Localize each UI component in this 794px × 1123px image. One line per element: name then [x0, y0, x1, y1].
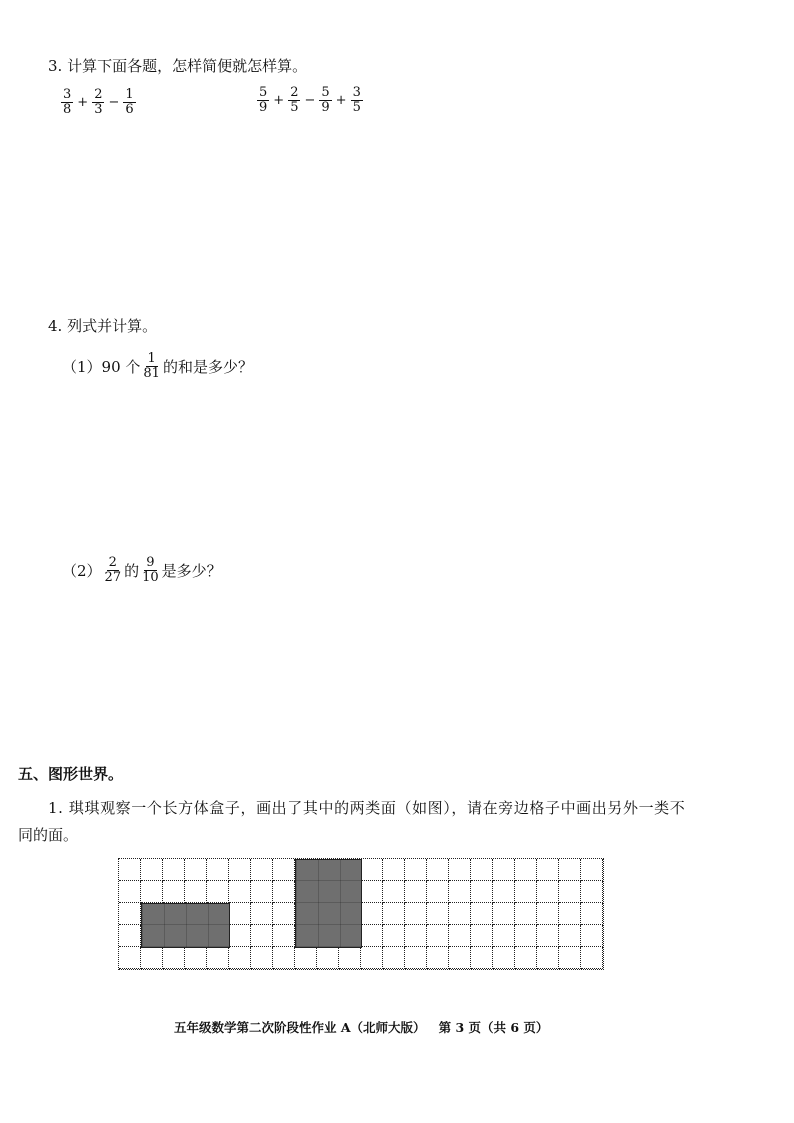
fraction: $\frac{2}{27}$ — [104, 555, 122, 585]
grid-cell[interactable] — [581, 903, 603, 925]
grid-cell[interactable] — [449, 881, 471, 903]
q3-expression-1 — [60, 88, 137, 117]
grid-cell[interactable] — [361, 859, 383, 881]
grid-cell[interactable] — [141, 859, 163, 881]
grid-cell[interactable] — [207, 881, 229, 903]
grid-cell[interactable] — [163, 881, 185, 903]
grid-cell[interactable] — [449, 903, 471, 925]
q4-part-1 — [62, 352, 253, 381]
q4-part-1-prefix: （1）90 个 — [62, 357, 141, 376]
grid-cell[interactable] — [471, 925, 493, 947]
grid-cell[interactable] — [383, 925, 405, 947]
grid-cell[interactable] — [251, 947, 273, 969]
grid-cell[interactable] — [361, 925, 383, 947]
fraction: $\frac{1}{6}$ — [125, 87, 134, 117]
shaded-face-rectangle-horizontal — [141, 903, 230, 948]
grid-cell[interactable] — [581, 925, 603, 947]
grid-cell[interactable] — [251, 925, 273, 947]
grid-cell[interactable] — [449, 925, 471, 947]
grid-cell[interactable] — [471, 947, 493, 969]
operator: − — [304, 93, 316, 108]
grid-cell[interactable] — [515, 859, 537, 881]
grid-cell[interactable] — [493, 947, 515, 969]
grid-cell[interactable] — [471, 881, 493, 903]
grid-cell[interactable] — [581, 947, 603, 969]
grid-cell[interactable] — [185, 881, 207, 903]
grid-cell[interactable] — [207, 947, 229, 969]
q4-part-1-suffix: 的和是多少？ — [162, 357, 253, 376]
q4-part-2 — [62, 556, 222, 585]
grid-cell[interactable] — [383, 859, 405, 881]
grid-cell[interactable] — [339, 947, 361, 969]
fraction: $\frac{2}{5}$ — [290, 85, 299, 115]
grid-cell[interactable] — [317, 947, 339, 969]
page-footer: 五年级数学第二次阶段性作业 A（北师大版） 第 3 页（共 6 页） — [174, 1020, 549, 1035]
grid-cell[interactable] — [383, 881, 405, 903]
grid-cell[interactable] — [471, 903, 493, 925]
grid-cell[interactable] — [559, 903, 581, 925]
shaded-face-rectangle-vertical — [295, 859, 362, 948]
grid-cell[interactable] — [581, 859, 603, 881]
grid-cell[interactable] — [273, 903, 295, 925]
grid-cell[interactable] — [427, 925, 449, 947]
grid-cell[interactable] — [559, 925, 581, 947]
grid-cell[interactable] — [515, 925, 537, 947]
grid-cell[interactable] — [141, 947, 163, 969]
grid-cell[interactable] — [493, 859, 515, 881]
fraction: $\frac{3}{5}$ — [352, 85, 361, 115]
grid-cell[interactable] — [537, 947, 559, 969]
grid-cell[interactable] — [515, 947, 537, 969]
q3-title: 3. 计算下面各题，怎样简便就怎样算。 — [48, 57, 308, 75]
grid-cell[interactable] — [559, 859, 581, 881]
grid-cell[interactable] — [185, 859, 207, 881]
grid-cell[interactable] — [361, 947, 383, 969]
grid-cell[interactable] — [405, 925, 427, 947]
grid-cell[interactable] — [493, 903, 515, 925]
grid-cell[interactable] — [119, 925, 141, 947]
grid-cell[interactable] — [229, 947, 251, 969]
grid-cell[interactable] — [559, 881, 581, 903]
section-5-question-1-line-1: 1. 琪琪观察一个长方体盒子，画出了其中的两类面（如图），请在旁边格子中画出另外一类不 — [48, 799, 686, 817]
grid-cell[interactable] — [251, 903, 273, 925]
grid-cell[interactable] — [559, 947, 581, 969]
q4-part-2-prefix: （2） — [62, 561, 102, 580]
grid-cell[interactable] — [119, 903, 141, 925]
grid-cell[interactable] — [251, 881, 273, 903]
grid-cell[interactable] — [185, 947, 207, 969]
grid-cell[interactable] — [229, 925, 251, 947]
fraction: $\frac{5}{9}$ — [259, 85, 268, 115]
grid-cell[interactable] — [405, 881, 427, 903]
grid-cell[interactable] — [229, 881, 251, 903]
grid-cell[interactable] — [163, 859, 185, 881]
grid-cell[interactable] — [119, 859, 141, 881]
grid-cell[interactable] — [361, 903, 383, 925]
grid-cell[interactable] — [207, 859, 229, 881]
grid-cell[interactable] — [581, 881, 603, 903]
grid-cell[interactable] — [471, 859, 493, 881]
q4-part-2-suffix: 是多少？ — [161, 561, 222, 580]
grid-cell[interactable] — [405, 947, 427, 969]
grid-cell[interactable] — [119, 947, 141, 969]
grid-cell[interactable] — [427, 859, 449, 881]
grid-cell[interactable] — [449, 947, 471, 969]
fraction: $\frac{3}{8}$ — [63, 87, 72, 117]
grid-cell[interactable] — [273, 881, 295, 903]
grid-cell[interactable] — [273, 947, 295, 969]
operator: + — [335, 93, 347, 108]
grid-cell[interactable] — [405, 859, 427, 881]
operator: + — [273, 93, 285, 108]
grid-cell[interactable] — [537, 859, 559, 881]
grid-cell[interactable] — [383, 947, 405, 969]
q4-title: 4. 列式并计算。 — [48, 317, 158, 335]
grid-cell[interactable] — [163, 947, 185, 969]
fraction: $\frac{5}{9}$ — [321, 85, 330, 115]
grid-cell[interactable] — [449, 859, 471, 881]
q4-part-2-mid: 的 — [124, 561, 140, 580]
grid-cell[interactable] — [229, 903, 251, 925]
grid-cell[interactable] — [515, 903, 537, 925]
grid-cell[interactable] — [537, 881, 559, 903]
grid-cell[interactable] — [361, 881, 383, 903]
grid-cell[interactable] — [537, 903, 559, 925]
grid-cell[interactable] — [273, 925, 295, 947]
fraction: $\frac{9}{10}$ — [142, 555, 159, 585]
dotted-grid[interactable] — [118, 858, 604, 970]
section-5-title: 五、图形世界。 — [18, 765, 124, 783]
section-5-question-1-line-2: 同的面。 — [18, 826, 79, 844]
q3-expression-2 — [256, 86, 364, 115]
grid-cell[interactable] — [493, 881, 515, 903]
grid-cell[interactable] — [427, 881, 449, 903]
grid-cell[interactable] — [427, 947, 449, 969]
grid-cell[interactable] — [427, 903, 449, 925]
grid-cell[interactable] — [141, 881, 163, 903]
fraction: $\frac{2}{3}$ — [94, 87, 103, 117]
grid-cell[interactable] — [119, 881, 141, 903]
grid-cell[interactable] — [537, 925, 559, 947]
grid-cell[interactable] — [515, 881, 537, 903]
grid-cell[interactable] — [295, 947, 317, 969]
grid-cell[interactable] — [229, 859, 251, 881]
grid-cell[interactable] — [273, 859, 295, 881]
operator: − — [108, 95, 120, 110]
grid-cell[interactable] — [383, 903, 405, 925]
operator: + — [77, 95, 89, 110]
grid-cell[interactable] — [493, 925, 515, 947]
grid-cell[interactable] — [251, 859, 273, 881]
fraction: $\frac{1}{81}$ — [143, 351, 160, 381]
grid-cell[interactable] — [405, 903, 427, 925]
